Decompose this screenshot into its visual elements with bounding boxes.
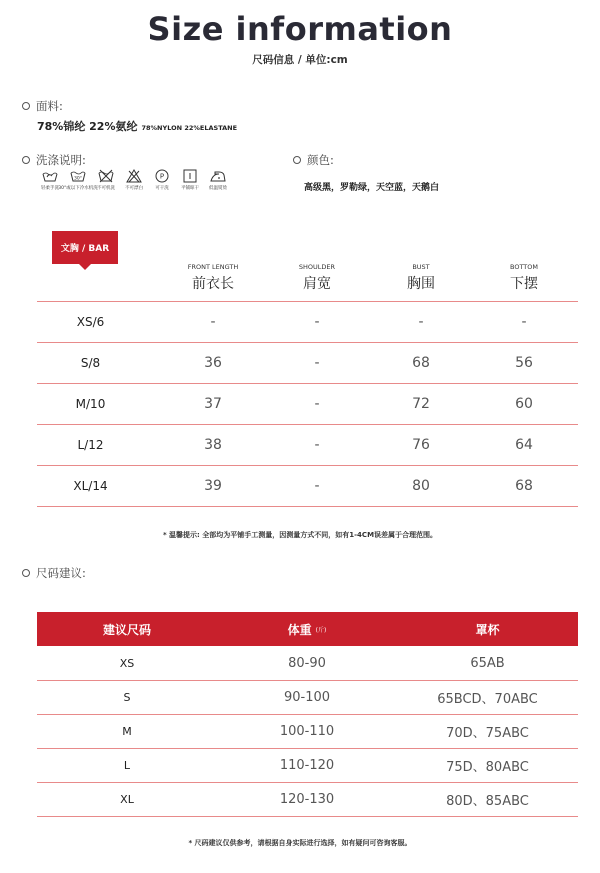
col-front-length: FRONT LENGTH 前衣长 [187,263,239,292]
table-row: S/8 36 - 68 56 [80,355,533,371]
page-subtitle: 尺码信息 / 单位:cm [252,54,348,66]
measurement-note: * 温馨提示: 全部均为平铺手工测量，因测量方式不同，如有1-4CM误差属于合理范围。 [162,531,438,539]
table-row: M/10 37 - 72 60 [75,396,533,412]
color-label-text: 颜色: [307,153,334,167]
recommend-label [22,565,86,581]
header-weight: 体重 (斤) [287,622,327,637]
hand-wash-icon [41,169,59,183]
recommend-row: XS 80-90 65AB [119,655,505,671]
recommend-header [37,612,578,646]
no-machine-wash-icon [97,169,115,183]
fabric-label-text: 面料: [36,99,63,113]
wash-item: 不可漂白 [120,169,148,191]
table-row: L/12 38 - 76 64 [77,437,533,453]
dry-clean-icon [153,169,171,183]
color-label [293,152,334,168]
machine-wash-30-icon [69,169,87,183]
table-rule [37,506,578,507]
recommend-label-text: 尺码建议: [36,566,86,580]
recommend-row: S 90-100 65BCD、70ABC [123,689,538,707]
no-bleach-icon [125,169,143,183]
bullet-circle-icon [22,102,30,110]
wash-item: 平铺晾干 [176,169,204,191]
wash-label-text: 洗涤说明: [36,153,86,167]
table-row: XL/14 39 - 80 68 [73,478,533,494]
table-row: XS/6 - - - - [76,314,527,330]
fabric-content-cn: 78%锦纶 22%氨纶 [37,120,138,133]
page-title: Size information [147,10,453,48]
svg-text:P: P [159,172,165,181]
bullet-circle-icon [22,156,30,164]
wash-item: P 可干洗 [148,169,176,191]
wash-temp-text: 30° [74,176,82,182]
col-bust: BUST 胸围 [407,263,435,292]
header-size: 建议尺码 [102,622,151,637]
color-list: 高级黑，罗勒绿，天空蓝，天鹅白 [304,183,440,193]
wash-icons-row [36,169,232,191]
flat-dry-icon [181,169,199,183]
recommend-row: XL 120-130 80D、85ABC [120,791,529,809]
recommend-row: L 110-120 75D、80ABC [123,757,529,775]
bar-tag: 文胸 / BAR [52,231,118,264]
low-iron-icon [209,169,227,183]
table-rule [37,816,578,817]
fabric-label [22,98,63,114]
recommend-note: * 尺码建议仅供参考，请根据自身实际进行选择，如有疑问可咨询客服。 [188,839,412,847]
wash-item: 低温熨烫 [204,169,232,191]
fabric-content-en: 78%NYLON 22%ELASTANE [141,124,238,132]
col-bottom: BOTTOM 下摆 [509,263,538,292]
fabric-content [37,118,237,134]
wash-item: 轻柔手洗 [36,169,64,191]
header-cup: 罩杯 [475,622,500,637]
col-shoulder: SHOULDER 肩宽 [298,263,336,292]
bullet-circle-icon [22,569,30,577]
wash-label [22,152,86,168]
recommend-row: M 100-110 70D、75ABC [122,723,529,741]
wash-item: 30° 30°或以下冷水机洗 [64,169,92,191]
bullet-circle-icon [293,156,301,164]
wash-item: 不可机洗 [92,169,120,191]
